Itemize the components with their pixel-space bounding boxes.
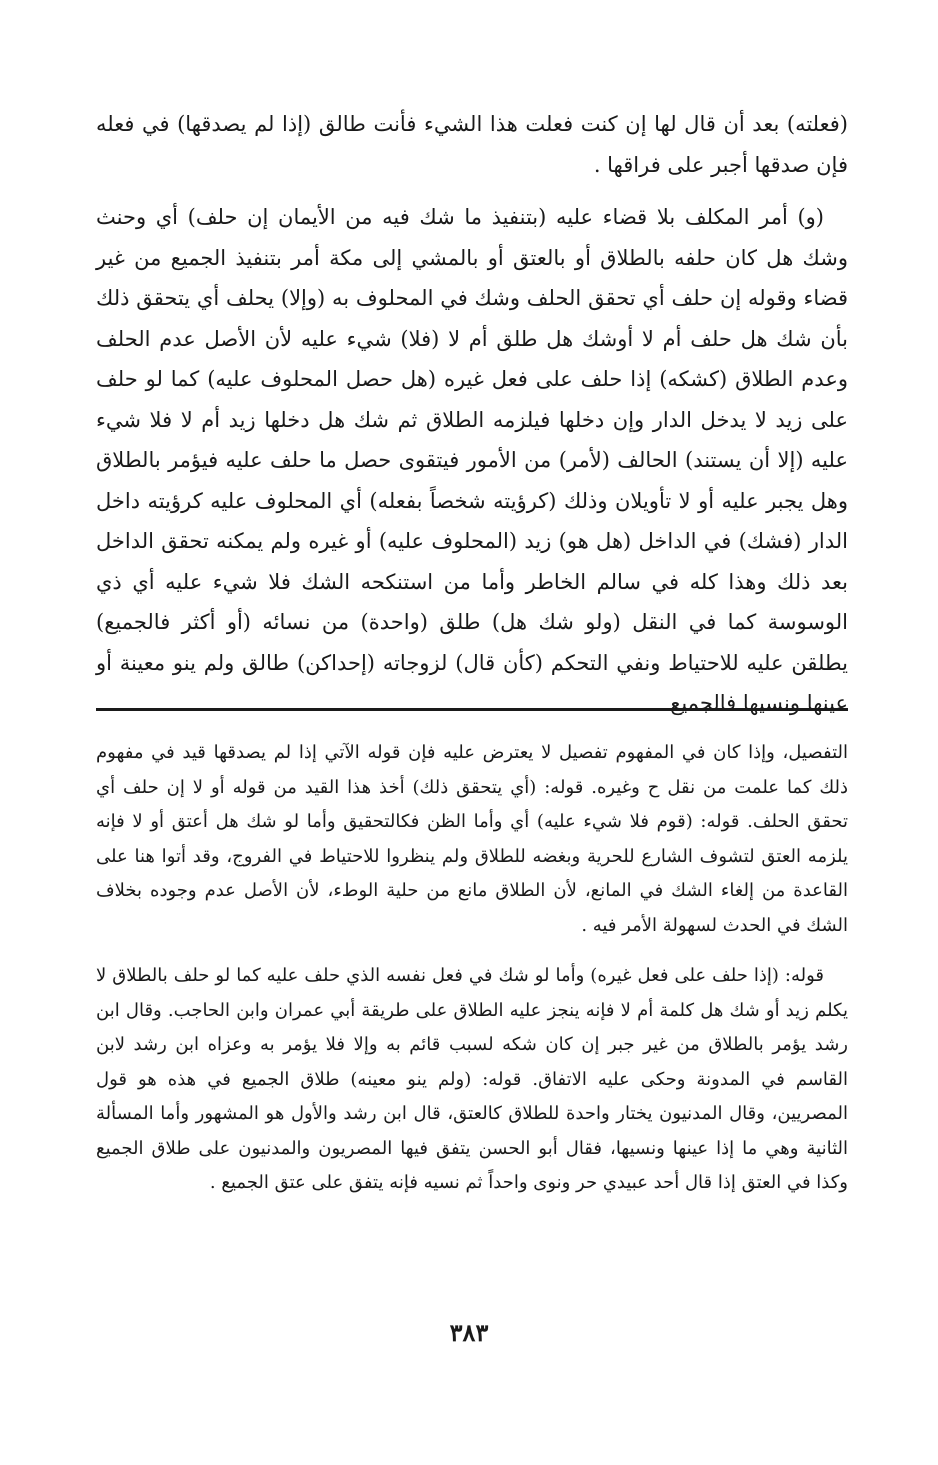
page-number: ٣٨٣ [449,1318,489,1347]
footnote-paragraph-1: التفصيل، وإذا كان في المفهوم تفصيل لا يعترض عليه فإن قوله الآتي إذا لم يصدقها قيد في مفهوم ذلك كما علمت من نقل ح وغيره. قوله: (أي يتحقق ذلك) أخذ هذا القيد من قوله أو لا إن حلف أي تحقق الحلف. قوله: (قوم فلا شيء عليه) أي وأما الظن فكالتحقيق وأما لو شك هل أعتق أو لا فإنه يلزمه العتق لتشوف الشارع للحرية وبغضه للطلاق ولم ينظروا للاحتياط في الفروج، وقد أتوا هنا على القاعدة من إلغاء الشك في المانع، لأن الطلاق مانع من حلية الوطء، لأن الأصل عدم وجوده بخلاف الشك في الحدث لسهولة الأمر فيه . [96,742,848,936]
main-paragraph-1: (فعلته) بعد أن قال لها إن كنت فعلت هذا الشيء فأنت طالق (إذا لم يصدقها) في فعله فإن صدقها أجبر على فراقها . [96,112,848,177]
footnote-paragraph-2: قوله: (إذا حلف على فعل غيره) وأما لو شك في فعل نفسه الذي حلف عليه كما لو حلف بالطلاق لا يكلم زيد أو شك هل كلمة أم لا فإنه ينجز عليه الطلاق على طريقة أبي عمران وابن الحاجب. وقال ابن رشد يؤمر بالطلاق من غير جبر إن كان شكه لسبب قائم به وإلا فلا يؤمر به وعزاه ابن رشد لابن القاسم في المدونة وحكى عليه الاتفاق. قوله: (ولم ينو معينه) طلاق الجميع في هذه هو قول المصريين، وقال المدنيون يختار واحدة للطلاق كالعتق، قال ابن رشد والأول هو المشهور وأما المسألة الثانية وهي ما إذا عينها ونسيها، فقال أبو الحسن يتفق فيها المصريون والمدنيون على طلاق الجميع وكذا في العتق إذا قال أحد عبيدي حر ونوى واحداً ثم نسيه فإنه يتفق على عتق الجميع . [96,965,848,1193]
footnotes [96,736,848,1201]
main-paragraph-2: (و) أمر المكلف بلا قضاء عليه (بتنفيذ ما شك فيه من الأيمان إن حلف) أي وحنث وشك هل كان حلفه بالطلاق أو بالعتق أو بالمشي إلى مكة أمر بتنفيذ الجميع من غير قضاء وقوله إن حلف أي تحقق الحلف وشك في المحلوف به (وإلا) يحلف أي يتحقق ذلك بأن شك هل حلف أم لا أوشك هل طلق أم لا (فلا) شيء عليه لأن الأصل عدم الحلف وعدم الطلاق (كشكه) إذا حلف على فعل غيره (هل حصل المحلوف عليه) كما لو حلف على زيد لا يدخل الدار وإن دخلها فيلزمه الطلاق ثم شك هل دخلها زيد أم لا فلا شيء عليه (إلا أن يستند) الحالف (لأمر) من الأمور فيتقوى حصل ما حلف عليه فيؤمر بالطلاق وهل يجبر عليه أو لا تأويلان وذلك (كرؤيته شخصاً بفعله) أي المحلوف عليه كرؤيته داخل الدار (فشك) في الداخل (هل هو) زيد (المحلوف عليه) أو غيره ولم يمكنه تحقق الداخل بعد ذلك وهذا كله في سالم الخاطر وأما من استنكحه الشك فلا شيء عليه أي ذي الوسوسة كما في النقل (ولو شك هل) طلق (واحدة) من نسائه (أو أكثر فالجميع) يطلقن عليه للاحتياط ونفي التحكم (كأن قال) لزوجاته (إحداكن) طالق ولم ينو معينة أو عينها ونسيها فالجميع [96,205,849,715]
main-text [96,104,848,724]
footnote-separator [96,708,848,711]
